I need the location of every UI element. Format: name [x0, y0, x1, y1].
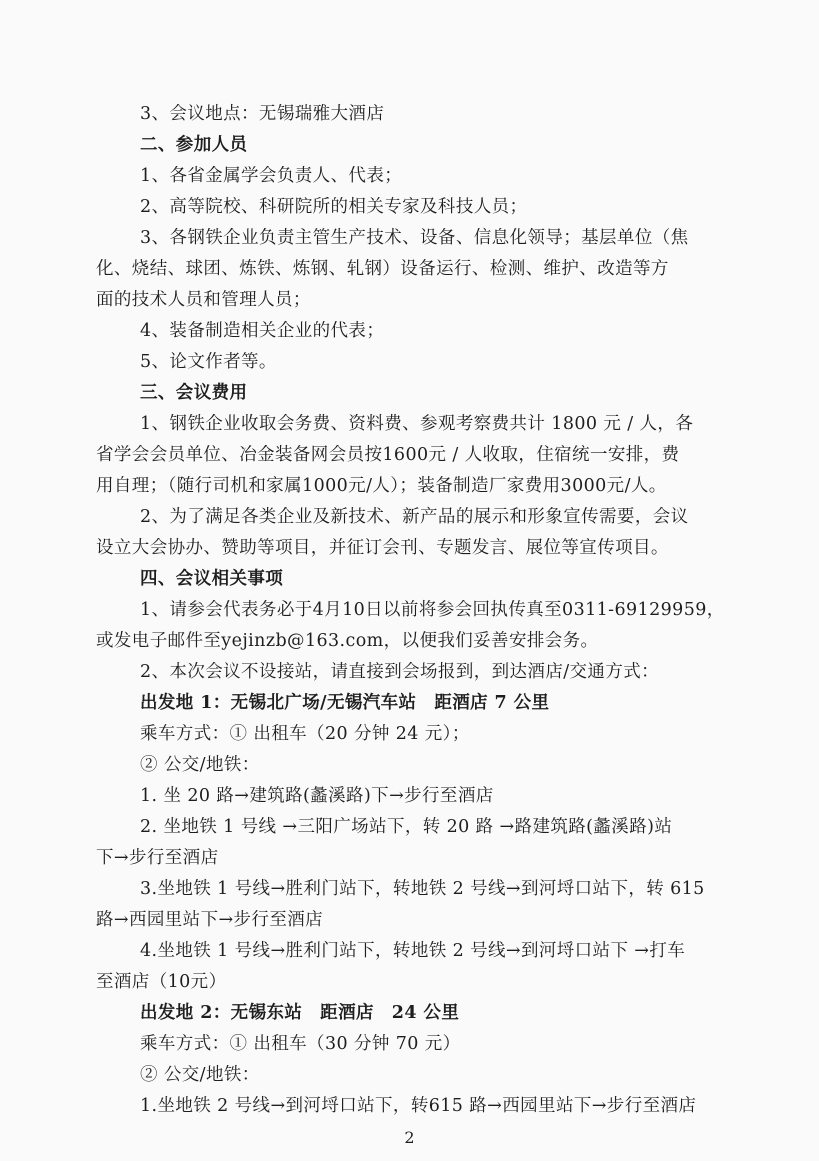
- departure-2-route-1: 1.坐地铁 2 号线→到河埒口站下，转615 路→西园里站下→步行至酒店: [140, 1096, 697, 1116]
- departure-1-route-3-cont: 路→西园里站下→步行至酒店: [96, 910, 324, 930]
- departure-1-transit-label: ② 公交/地铁：: [140, 755, 260, 775]
- section-heading-fees: 三、会议费用: [140, 383, 248, 403]
- participant-item-3-cont-2: 面的技术人员和管理人员；: [96, 290, 311, 310]
- participant-item-1: 1、各省金属学会负责人、代表；: [140, 166, 403, 186]
- departure-1-route-1: 1. 坐 20 路→建筑路(蠡溪路)下→步行至酒店: [140, 786, 494, 806]
- section-heading-matters: 四、会议相关事项: [140, 569, 284, 589]
- participant-item-3-cont-1: 化、烧结、球团、炼铁、炼钢、轧钢）设备运行、检测、维护、改造等方: [96, 259, 669, 279]
- section-heading-participants: 二、参加人员: [140, 135, 248, 155]
- fee-item-1-cont-1: 省学会会员单位、冶金装备网会员按1600元 / 人收取，住宿统一安排，费: [96, 445, 680, 465]
- departure-1-heading: 出发地 1：无锡北广场/无锡汽车站 距酒店 7 公里: [140, 693, 550, 713]
- departure-2-transit-label: ② 公交/地铁：: [140, 1065, 260, 1085]
- fee-item-2: 2、为了满足各类企业及新技术、新产品的展示和形象宣传需要，会议: [140, 507, 689, 527]
- departure-1-route-4-cont: 至酒店（10元）: [96, 972, 227, 992]
- departure-1-route-2-cont: 下→步行至酒店: [96, 848, 219, 868]
- departure-1-route-2: 2. 坐地铁 1 号线 →三阳广场站下，转 20 路 →路建筑路(蠡溪路)站: [140, 817, 673, 837]
- departure-1-taxi: 乘车方式：① 出租车（20 分钟 24 元）；: [140, 724, 470, 744]
- participant-item-5: 5、论文作者等。: [140, 352, 277, 372]
- page-number: 2: [404, 1128, 415, 1147]
- matter-item-1-cont: 或发电子邮件至yejinzb@163.com，以便我们妥善安排会务。: [96, 631, 599, 651]
- departure-2-taxi: 乘车方式：① 出租车（30 分钟 70 元）: [140, 1034, 461, 1054]
- participant-item-4: 4、装备制造相关企业的代表；: [140, 321, 385, 341]
- matter-item-1: 1、请参会代表务必于4月10日以前将参会回执传真至0311-69129959，: [140, 600, 725, 620]
- fee-item-1-cont-2: 用自理；（随行司机和家属1000元/人）；装备制造厂家费用3000元/人。: [96, 476, 667, 496]
- departure-1-route-4: 4.坐地铁 1 号线→胜利门站下，转地铁 2 号线→到河埒口站下 →打车: [140, 941, 686, 961]
- matter-item-2: 2、本次会议不设接站，请直接到会场报到，到达酒店/交通方式：: [140, 662, 660, 682]
- departure-1-route-3: 3.坐地铁 1 号线→胜利门站下，转地铁 2 号线→到河埒口站下，转 615: [140, 879, 705, 899]
- fee-item-1: 1、钢铁企业收取会务费、资料费、参观考察费共计 1800 元 / 人，各: [140, 414, 694, 434]
- participant-item-3: 3、各钢铁企业负责主管生产技术、设备、信息化领导；基层单位（焦: [140, 228, 689, 248]
- participant-item-2: 2、高等院校、科研院所的相关专家及科技人员；: [140, 197, 528, 217]
- departure-2-heading: 出发地 2：无锡东站 距酒店 24 公里: [140, 1003, 460, 1023]
- venue-line: 3、会议地点：无锡瑞雅大酒店: [140, 104, 385, 124]
- fee-item-2-cont: 设立大会协办、赞助等项目，并征订会刊、专题发言、展位等宣传项目。: [96, 538, 669, 558]
